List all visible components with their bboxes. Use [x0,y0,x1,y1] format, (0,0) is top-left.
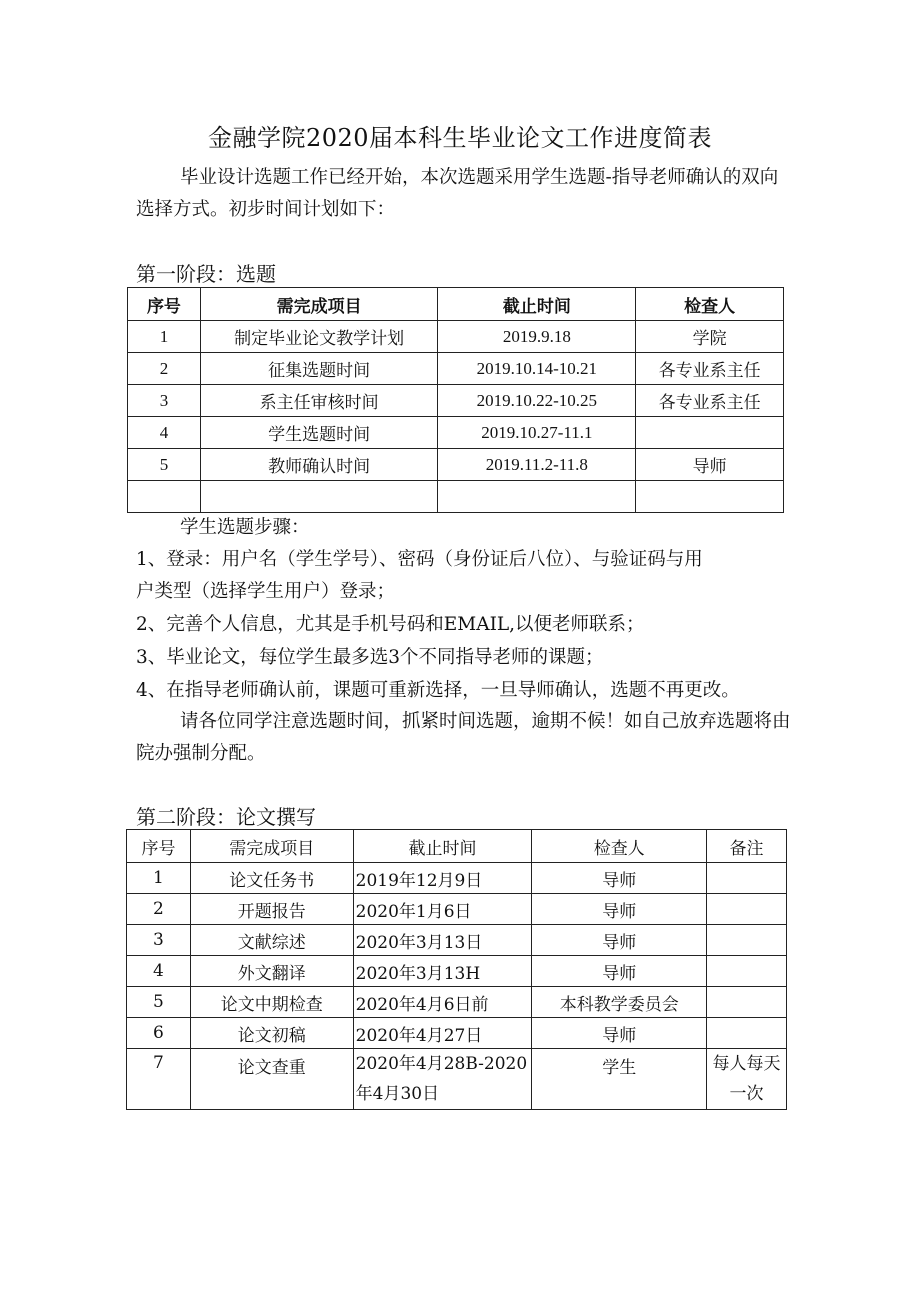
table-cell: 各专业系主任 [636,385,784,417]
header-cell: 备注 [707,830,787,863]
table-cell: 教师确认时间 [200,449,438,481]
table-cell: 学院 [636,321,784,353]
table-cell: 2020年3月13日 [353,925,532,956]
header-cell: 序号 [127,830,191,863]
table-cell: 导师 [532,863,707,894]
table-row [127,925,787,956]
table-row [128,449,784,481]
table-cell: 4 [127,956,191,987]
table-cell: 论文任务书 [190,863,353,894]
table-header-row [127,830,787,863]
table-row [127,987,787,1018]
steps-heading: 学生选题步骤： [180,517,310,538]
table-cell [707,863,787,894]
table-row [128,353,784,385]
table-cell: 5 [128,449,201,481]
table-row [127,956,787,987]
table-cell: 2020年1月6日 [353,894,532,925]
table-cell: 2 [128,353,201,385]
table-cell: 文献综述 [190,925,353,956]
table-cell: 5 [127,987,191,1018]
header-cell: 截止时间 [353,830,532,863]
table-cell: 2019.10.22-10.25 [438,385,636,417]
table-cell [636,417,784,449]
table-cell [636,481,784,513]
table-header-row [128,288,784,321]
stage1-table [127,287,784,513]
note-line-1: 每人每天 [712,1054,781,1074]
table-cell: 2019.10.14-10.21 [438,353,636,385]
step-3: 3、毕业论文，每位学生最多选3个不同指导老师的课题； [136,647,604,668]
table-cell: 1 [128,321,201,353]
table-cell: 论文初稿 [190,1018,353,1049]
table-cell: 7 [127,1049,191,1110]
table-cell [707,894,787,925]
table-row [127,863,787,894]
table-cell-deadline [353,1049,532,1110]
table-cell: 系主任审核时间 [200,385,438,417]
header-cell: 需完成项目 [200,288,438,321]
table-cell: 制定毕业论文教学计划 [200,321,438,353]
table-cell [707,987,787,1018]
intro-paragraph: 毕业设计选题工作已经开始，本次选题采用学生选题-指导老师确认的双向选择方式。初步时间计划如下： [136,167,779,220]
header-cell: 序号 [128,288,201,321]
step-1-line-2: 户类型（选择学生用户）登录； [136,581,396,602]
table-cell: 导师 [636,449,784,481]
table-cell [707,925,787,956]
table-cell: 6 [127,1018,191,1049]
table-cell: 4 [128,417,201,449]
table-cell: 开题报告 [190,894,353,925]
table-row [128,321,784,353]
table-cell [128,481,201,513]
table-cell [707,956,787,987]
table-cell: 2020年4月27日 [353,1018,532,1049]
table-cell: 学生选题时间 [200,417,438,449]
table-cell: 2019.9.18 [438,321,636,353]
stage2-heading: 第二阶段：论文撰写 [136,805,316,829]
step-2: 2、完善个人信息，尤其是手机号码和EMAIL,以便老师联系； [136,614,645,635]
table-cell: 学生 [532,1049,707,1110]
table-cell: 2020年3月13H [353,956,532,987]
deadline-line-2: 年4月30日 [355,1084,440,1104]
header-cell: 截止时间 [438,288,636,321]
table-cell: 征集选题时间 [200,353,438,385]
table-cell: 2019.11.2-11.8 [438,449,636,481]
table-cell: 2019.10.27-11.1 [438,417,636,449]
header-cell: 检查人 [532,830,707,863]
note-line-2: 一次 [729,1084,764,1104]
table-cell: 2 [127,894,191,925]
header-cell: 检查人 [636,288,784,321]
deadline-line-1: 2020年4月28B-2020 [355,1054,528,1074]
table-row-empty [128,481,784,513]
table-cell [707,1018,787,1049]
table-cell [200,481,438,513]
table-cell: 导师 [532,925,707,956]
header-cell: 需完成项目 [190,830,353,863]
table-cell: 3 [127,925,191,956]
table-row [127,894,787,925]
stage1-heading: 第一阶段：选题 [136,262,276,286]
table-cell: 论文中期检查 [190,987,353,1018]
table-cell: 1 [127,863,191,894]
table-cell: 导师 [532,956,707,987]
table-cell [438,481,636,513]
table-cell: 2019年12月9日 [353,863,532,894]
table-cell: 导师 [532,894,707,925]
step-1-line-1: 1、登录：用户名（学生学号）、密码（身份证后八位）、与验证码与用 [136,549,703,570]
table-cell-note [707,1049,787,1110]
table-row [127,1018,787,1049]
table-row [128,417,784,449]
table-cell: 2020年4月6日前 [353,987,532,1018]
table-row [128,385,784,417]
table-cell: 导师 [532,1018,707,1049]
table-cell: 论文查重 [190,1049,353,1110]
page-title: 金融学院2020届本科生毕业论文工作进度简表 [207,124,713,152]
table-cell: 本科教学委员会 [532,987,707,1018]
notice-paragraph: 请各位同学注意选题时间，抓紧时间选题，逾期不候！如自己放弃选题将由院办强制分配。 [136,711,791,764]
table-row [127,1049,787,1110]
table-cell: 外文翻译 [190,956,353,987]
table-cell: 3 [128,385,201,417]
stage2-table [126,829,787,1110]
step-4: 4、在指导老师确认前，课题可重新选择，一旦导师确认，选题不再更改。 [136,680,740,701]
table-cell: 各专业系主任 [636,353,784,385]
